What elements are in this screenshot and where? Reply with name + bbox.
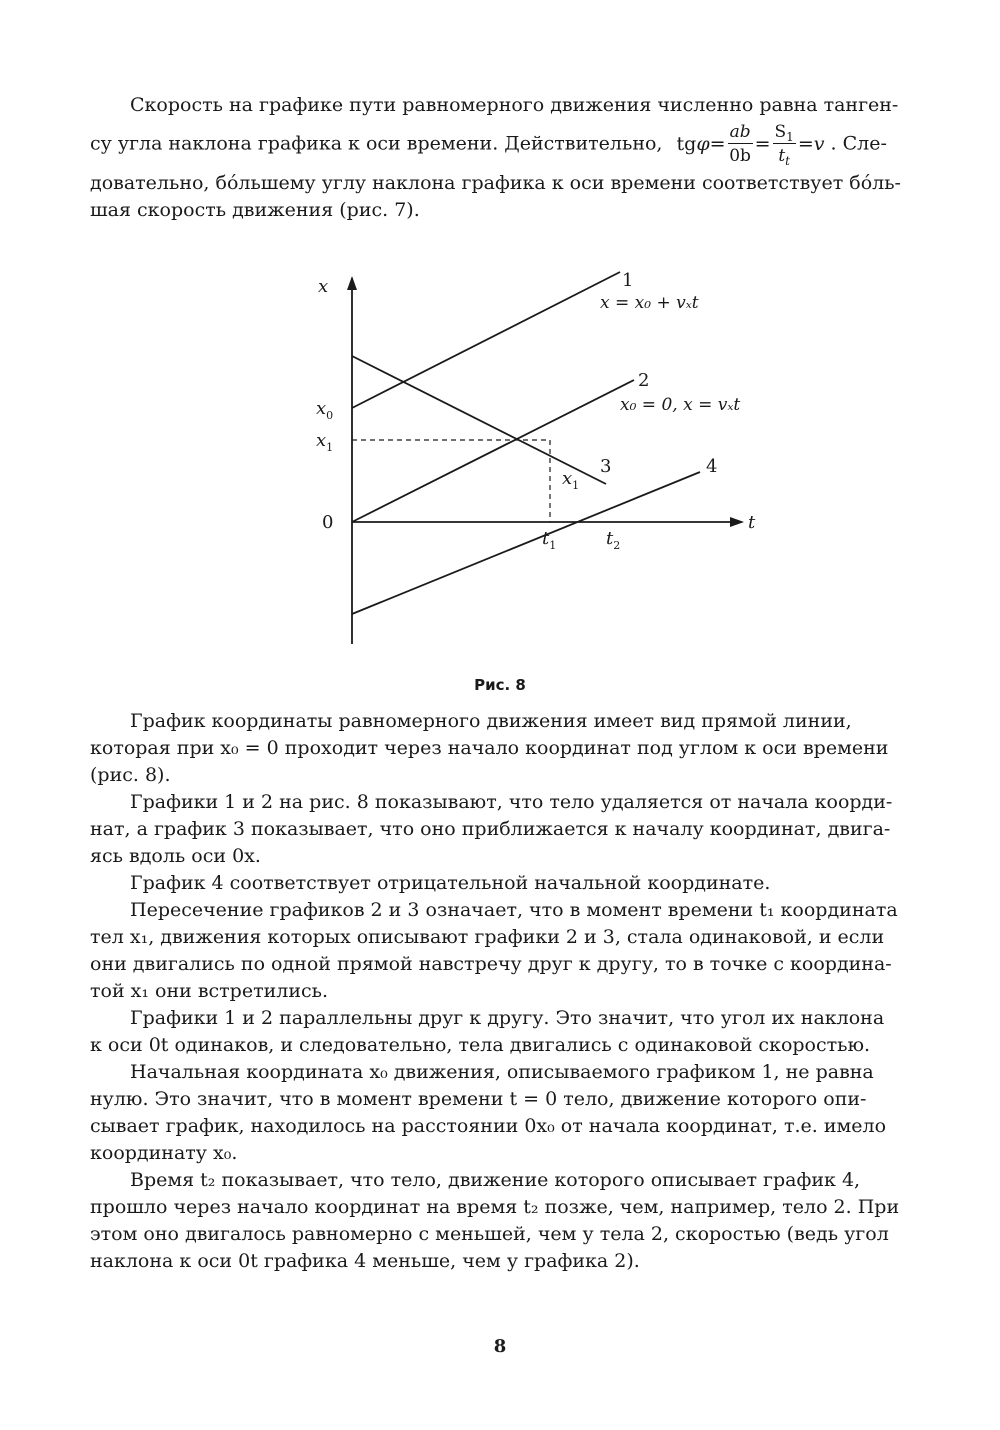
formula-eq-3: = [797, 132, 814, 155]
intro-line-2-text: су угла наклона графика к оси времени. Действительно, [90, 132, 663, 155]
t2-label: $t_2$ [606, 528, 621, 552]
p1-line-1: График координаты равномерного движения имеет вид прямой линии, [130, 710, 852, 732]
body-text [90, 708, 910, 1275]
intro-line-2-end: . Сле- [830, 132, 887, 155]
p6-line-4: координату x₀. [90, 1142, 238, 1164]
p2-line-1: Графики 1 и 2 на рис. 8 показывают, что тело удаляется от начала коорди- [130, 791, 893, 813]
formula-v: v [813, 132, 825, 155]
p7-line-3: этом оно двигалось равномерно с меньшей, чем у тела 2, скоростью (ведь угол [90, 1223, 889, 1245]
x1-label: $x_1$ [316, 430, 334, 454]
line-3-number: 3 [600, 456, 612, 477]
p4-line-1: Пересечение графиков 2 и 3 означает, что в момент времени t₁ координата [130, 899, 898, 921]
formula-eq-2: = [754, 132, 771, 155]
graph-line-4 [352, 472, 700, 614]
t1-label: $t_1$ [542, 528, 557, 552]
formula-tg: tg [676, 132, 697, 155]
line-2-number: 2 [638, 370, 650, 391]
p1-line-2: которая при x₀ = 0 проходит через начало координат под углом к оси времени [90, 737, 889, 759]
p4-line-2: тел x₁, движения которых описывают графики 2 и 3, стала одинаковой, и если [90, 926, 885, 948]
intro-line-1: Скорость на графике пути равномерного движения численно равна танген- [130, 94, 899, 116]
p1-line-3: (рис. 8). [90, 764, 171, 786]
line-2-equation: x₀ = 0, x = vₓt [620, 395, 741, 415]
graph-line-3 [352, 356, 606, 484]
origin-label: 0 [322, 512, 334, 533]
formula-eq-1: = [709, 132, 726, 155]
p2-line-3: ясь вдоль оси 0x. [90, 845, 261, 867]
graph-line-1 [352, 272, 620, 408]
frac-s-num-letter: S [774, 122, 787, 142]
p5-line-1: Графики 1 и 2 параллельны друг к другу. Это значит, что угол их наклона [130, 1007, 885, 1029]
line-4-number: 4 [706, 456, 718, 477]
frac-s-num [773, 121, 796, 144]
p7-line-4: наклона к оси 0t графика 4 меньше, чем у графика 2). [90, 1250, 640, 1272]
graph-line-2 [352, 380, 634, 522]
intro-line-2 [90, 121, 910, 168]
p6-line-1: Начальная координата x₀ движения, описываемого графиком 1, не равна [130, 1061, 874, 1083]
frac-s-num-sub: 1 [786, 130, 794, 144]
p2-line-2: нат, а график 3 показывает, что оно приближается к началу координат, двига- [90, 818, 891, 840]
intro-paragraph [90, 92, 910, 224]
line-1-equation: x = x₀ + vₓt [600, 293, 699, 313]
frac-ab-den: 0b [729, 146, 751, 166]
intro-line-4: шая скорость движения (рис. 7). [90, 199, 420, 221]
frac-ab-num: ab [729, 122, 751, 142]
p7-line-2: прошло через начало координат на время t₂ позже, чем, например, тело 2. При [90, 1196, 900, 1218]
figure-8-graph [310, 262, 780, 652]
y-axis-label: x [318, 276, 329, 297]
x1-inner-label: $x_1$ [562, 468, 580, 492]
page-number: 8 [493, 1336, 507, 1357]
intro-line-3: довательно, бо́льшему углу наклона графика к оси времени соответствует бо́ль- [90, 172, 901, 194]
formula-frac-ab [728, 121, 753, 168]
p7-line-1: Время t₂ показывает, что тело, движение которого описывает график 4, [130, 1169, 861, 1191]
x-axis-label: t [748, 512, 756, 533]
frac-s-den [773, 144, 796, 168]
formula-frac-s [773, 121, 796, 168]
p6-line-3: сывает график, находилось на расстоянии 0x₀ от начала координат, т.е. имело [90, 1115, 887, 1137]
tangent-formula [676, 122, 831, 168]
p3-line-1: График 4 соответствует отрицательной начальной координате. [130, 872, 771, 894]
formula-phi: φ [696, 132, 710, 155]
figure-caption: Рис. 8 [474, 676, 526, 694]
p5-line-2: к оси 0t одинаков, и следовательно, тела двигались с одинаковой скоростью. [90, 1034, 871, 1056]
x0-label: $x_0$ [316, 398, 334, 422]
frac-s-den-letter: t [778, 146, 786, 166]
p4-line-3: они двигались по одной прямой навстречу друг к другу, то в точке с координа- [90, 953, 892, 975]
line-1-number: 1 [622, 270, 634, 291]
p6-line-2: нулю. Это значит, что в момент времени t = 0 тело, движение которого опи- [90, 1088, 867, 1110]
frac-s-den-sub: t [785, 154, 790, 168]
p4-line-4: той x₁ они встретились. [90, 980, 329, 1002]
